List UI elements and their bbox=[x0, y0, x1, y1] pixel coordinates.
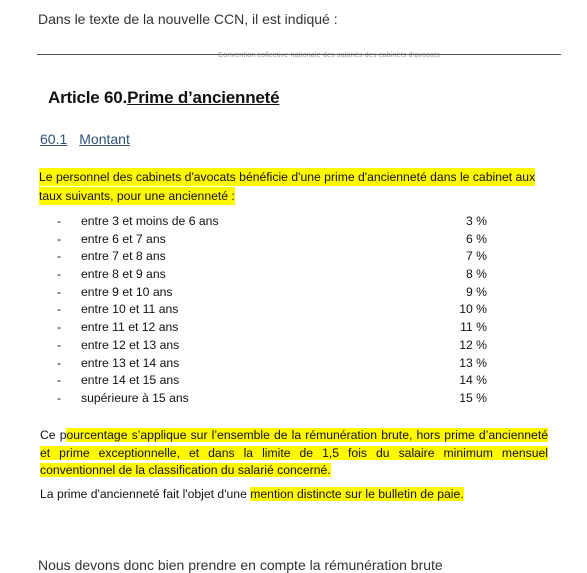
list-item: - entre 7 et 8 ans 7 % bbox=[57, 249, 487, 264]
paragraph-bulletin-plain: La prime d'ancienneté fait l'objet d'une bbox=[40, 487, 251, 501]
list-item: - entre 8 et 9 ans 8 % bbox=[57, 267, 487, 282]
document-header-text: Convention collective nationale des salariés des cabinets d’avocats bbox=[218, 52, 440, 59]
list-item: - entre 13 et 14 ans 13 % bbox=[57, 355, 487, 370]
outro-text: Nous devons donc bien prendre en compte la rémunération brute bbox=[38, 557, 443, 573]
rates-list bbox=[57, 213, 487, 408]
paragraph-prime-intro-text: Le personnel des cabinets d'avocats bénéficie d'une prime d'ancienneté dans le cabinet aux taux suivants, pour une ancienneté : bbox=[39, 170, 536, 203]
list-item: - entre 11 et 12 ans 11 % bbox=[57, 320, 487, 335]
paragraph-percentage-basis bbox=[40, 427, 548, 480]
header-rule bbox=[37, 54, 561, 55]
section-title: Montant bbox=[79, 131, 130, 147]
article-prefix: Article 60. bbox=[48, 88, 128, 107]
list-item: - entre 12 et 13 ans 12 % bbox=[57, 337, 487, 352]
list-item: - entre 3 et moins de 6 ans 3 % bbox=[57, 214, 487, 228]
paragraph-prime-intro bbox=[39, 168, 551, 206]
list-item: - entre 10 et 11 ans 10 % bbox=[57, 302, 487, 317]
list-item: - entre 14 et 15 ans 14 % bbox=[57, 373, 487, 388]
list-item: - supérieure à 15 ans 15 % bbox=[57, 390, 487, 405]
article-title: Prime d’ancienneté bbox=[127, 88, 280, 107]
paragraph-bulletin bbox=[40, 486, 464, 503]
paragraph-bulletin-highlight: mention distincte sur le bulletin de paie. bbox=[250, 487, 464, 501]
intro-text: Dans le texte de la nouvelle CCN, il est indiqué : bbox=[38, 11, 338, 27]
paragraph-percentage-plain: Ce p bbox=[40, 428, 67, 442]
section-number: 60.1 bbox=[40, 131, 68, 147]
list-item: - entre 9 et 10 ans 9 % bbox=[57, 284, 487, 299]
list-item: - entre 6 et 7 ans 6 % bbox=[57, 231, 487, 246]
article-heading bbox=[48, 88, 279, 108]
paragraph-percentage-highlight: ourcentage s’applique sur l’ensemble de la rémunération brute, hors prime d’ancienneté et prime exceptionnelle, et dans la limite de 1,5 fois du salaire minimum mensuel conventionnel de la classification du salarié concerné. bbox=[40, 428, 548, 477]
document-excerpt bbox=[37, 40, 561, 520]
section-heading bbox=[40, 131, 142, 147]
